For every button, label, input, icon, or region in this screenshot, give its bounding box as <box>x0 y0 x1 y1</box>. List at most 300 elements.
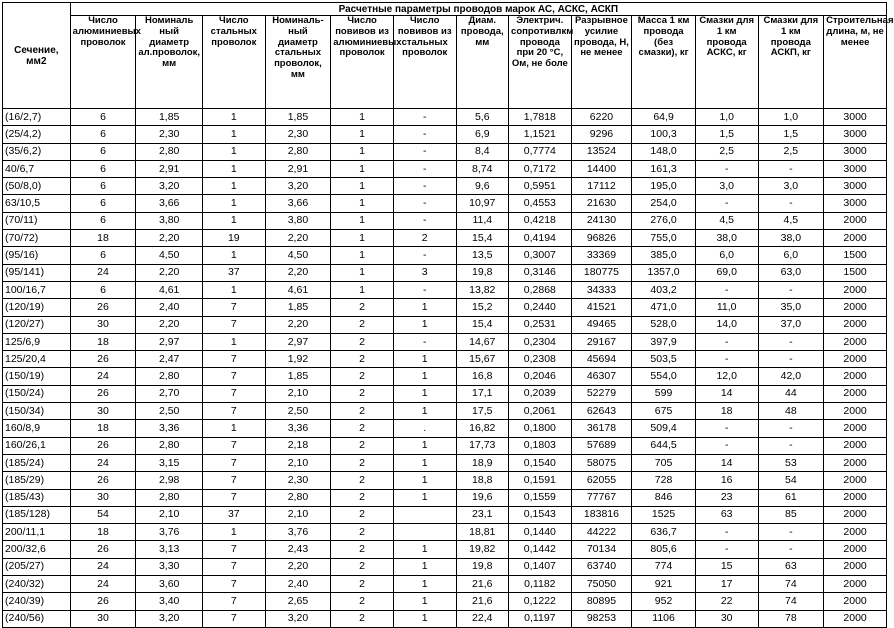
table-cell: 774 <box>632 558 696 575</box>
table-cell: 14,0 <box>695 316 758 333</box>
table-cell: 160/8,9 <box>3 420 71 437</box>
title-row <box>3 3 887 16</box>
table-cell: 7 <box>202 437 265 454</box>
table-row <box>3 524 887 541</box>
table-cell: 2000 <box>824 610 887 627</box>
table-cell: 85 <box>758 506 824 523</box>
table-cell: 2 <box>331 558 394 575</box>
table-cell: 30 <box>695 610 758 627</box>
table-cell: 2,5 <box>758 143 824 160</box>
table-cell: 0,1559 <box>509 489 572 506</box>
table-cell: 2000 <box>824 506 887 523</box>
table-cell: 15,2 <box>456 299 509 316</box>
column-header: Строительная длина, м, не менее <box>824 16 887 109</box>
table-cell: 0,3007 <box>509 247 572 264</box>
table-cell: 3000 <box>824 160 887 177</box>
table-cell: 30 <box>70 610 136 627</box>
table-cell: 98253 <box>571 610 632 627</box>
table-cell: 3,76 <box>265 524 331 541</box>
table-cell: 1 <box>202 420 265 437</box>
table-header <box>3 3 894 109</box>
table-cell: 471,0 <box>632 299 696 316</box>
table-cell: 14 <box>695 385 758 402</box>
table-cell: 38,0 <box>695 230 758 247</box>
table-cell: 2000 <box>824 299 887 316</box>
table-cell: 2,98 <box>136 472 203 489</box>
table-cell: 48 <box>758 403 824 420</box>
table-cell: (185/24) <box>3 454 71 471</box>
table-cell: - <box>695 524 758 541</box>
table-row <box>3 264 887 281</box>
column-header: Смазки для 1 км провода АСКС, кг <box>695 16 758 109</box>
table-cell: 2 <box>331 316 394 333</box>
table-cell: 403,2 <box>632 281 696 298</box>
table-cell: 2,20 <box>136 230 203 247</box>
table-cell: 13524 <box>571 143 632 160</box>
table-cell: 7 <box>202 472 265 489</box>
table-cell: 2,80 <box>265 143 331 160</box>
table-row <box>3 403 887 420</box>
table-cell: 2000 <box>824 576 887 593</box>
table-cell: 7 <box>202 351 265 368</box>
column-header: Число алюминиевых проволок <box>70 16 136 109</box>
table-cell: 125/20,4 <box>3 351 71 368</box>
table-cell: 921 <box>632 576 696 593</box>
table-cell: 952 <box>632 593 696 610</box>
column-header: Сечение, мм2 <box>3 3 71 109</box>
table-row <box>3 126 887 143</box>
table-cell: 26 <box>70 299 136 316</box>
table-cell: (240/56) <box>3 610 71 627</box>
table-cell: 0,2039 <box>509 385 572 402</box>
table-cell: 2,20 <box>265 316 331 333</box>
table-cell: 3,36 <box>265 420 331 437</box>
table-cell: 2,10 <box>265 506 331 523</box>
table-cell: 1 <box>393 368 456 385</box>
table-cell: 3,80 <box>265 212 331 229</box>
table-cell: 6 <box>70 178 136 195</box>
column-header: Номиналь-ный диаметр стальных проволок, мм <box>265 16 331 109</box>
table-cell: 2,40 <box>265 576 331 593</box>
table-cell: - <box>758 281 824 298</box>
table-cell: 644,5 <box>632 437 696 454</box>
table-cell: 13,5 <box>456 247 509 264</box>
table-cell: 1 <box>393 385 456 402</box>
table-cell: 2,10 <box>265 454 331 471</box>
table-cell: 24130 <box>571 212 632 229</box>
table-cell: 0,1591 <box>509 472 572 489</box>
table-cell: 1 <box>393 576 456 593</box>
table-row <box>3 506 887 523</box>
table-cell: 1 <box>393 489 456 506</box>
table-cell: 0,2046 <box>509 368 572 385</box>
table-cell: 15,4 <box>456 230 509 247</box>
table-cell: 1 <box>331 264 394 281</box>
table-cell: 3,20 <box>265 178 331 195</box>
table-cell: 75050 <box>571 576 632 593</box>
table-cell: 6 <box>70 247 136 264</box>
table-cell: 7 <box>202 558 265 575</box>
table-cell: 2000 <box>824 420 887 437</box>
table-cell: 2,50 <box>136 403 203 420</box>
table-cell: 1 <box>393 558 456 575</box>
table-cell: 17 <box>695 576 758 593</box>
table-cell: 6 <box>70 212 136 229</box>
table-cell: 1 <box>331 212 394 229</box>
table-cell: 1500 <box>824 247 887 264</box>
table-cell: - <box>393 212 456 229</box>
table-cell: (240/39) <box>3 593 71 610</box>
table-cell: 1 <box>331 230 394 247</box>
table-cell: 599 <box>632 385 696 402</box>
table-cell: 636,7 <box>632 524 696 541</box>
table-cell: 22 <box>695 593 758 610</box>
table-cell: 4,5 <box>695 212 758 229</box>
table-cell: 38,0 <box>758 230 824 247</box>
table-cell: 57689 <box>571 437 632 454</box>
table-cell: 3,66 <box>265 195 331 212</box>
table-cell: - <box>695 541 758 558</box>
table-row <box>3 576 887 593</box>
table-cell: 3,76 <box>136 524 203 541</box>
table-cell: 1 <box>331 143 394 160</box>
table-cell: 1 <box>202 178 265 195</box>
table-cell: 23,1 <box>456 506 509 523</box>
table-cell: 1 <box>202 195 265 212</box>
table-cell: 3,36 <box>136 420 203 437</box>
table-cell: 58075 <box>571 454 632 471</box>
table-cell: 69,0 <box>695 264 758 281</box>
table-cell: 1 <box>331 160 394 177</box>
table-cell: 0,1222 <box>509 593 572 610</box>
table-cell: 36178 <box>571 420 632 437</box>
table-cell: (25/4,2) <box>3 126 71 143</box>
table-cell: 0,2531 <box>509 316 572 333</box>
table-cell: 24 <box>70 454 136 471</box>
table-cell: 62643 <box>571 403 632 420</box>
table-cell: 2000 <box>824 368 887 385</box>
table-cell: 0,4194 <box>509 230 572 247</box>
table-cell: 4,50 <box>136 247 203 264</box>
table-cell: 24 <box>70 368 136 385</box>
table-cell: 64,9 <box>632 109 696 126</box>
table-body <box>3 109 887 628</box>
table-cell: 1 <box>331 109 394 126</box>
table-cell: 1 <box>202 160 265 177</box>
column-header: Число повивов из стальных проволок <box>393 16 456 109</box>
table-cell: 17112 <box>571 178 632 195</box>
table-cell: 2000 <box>824 281 887 298</box>
table-cell: 2 <box>331 403 394 420</box>
table-cell: 0,1540 <box>509 454 572 471</box>
table-cell: 15 <box>695 558 758 575</box>
table-cell: 2 <box>331 420 394 437</box>
table-cell: - <box>393 178 456 195</box>
table-cell: 0,3146 <box>509 264 572 281</box>
table-cell: 46307 <box>571 368 632 385</box>
table-cell: 12,0 <box>695 368 758 385</box>
table-cell: 4,50 <box>265 247 331 264</box>
table-row <box>3 558 887 575</box>
table-cell: 2 <box>331 351 394 368</box>
table-cell: 2,91 <box>136 160 203 177</box>
table-cell: 2000 <box>824 524 887 541</box>
table-cell: (205/27) <box>3 558 71 575</box>
table-cell: 1357,0 <box>632 264 696 281</box>
table-cell: 1500 <box>824 264 887 281</box>
table-cell: (120/19) <box>3 299 71 316</box>
table-cell: 3,15 <box>136 454 203 471</box>
table-cell: 2,20 <box>136 316 203 333</box>
table-cell: 4,5 <box>758 212 824 229</box>
table-cell: 100,3 <box>632 126 696 143</box>
table-cell: 1 <box>202 109 265 126</box>
table-cell: 3,60 <box>136 576 203 593</box>
table-row <box>3 230 887 247</box>
table-cell: 2000 <box>824 230 887 247</box>
table-cell: 1,0 <box>758 109 824 126</box>
table-cell: 2,43 <box>265 541 331 558</box>
table-cell: 8,4 <box>456 143 509 160</box>
table-cell: 1,85 <box>136 109 203 126</box>
table-cell: 1 <box>393 403 456 420</box>
table-cell: 16 <box>695 472 758 489</box>
column-header: Электрич. сопротивлкм провода при 20 °С, Ом, не боле <box>509 16 572 109</box>
table-cell: 1,1521 <box>509 126 572 143</box>
column-headers-row <box>3 16 887 109</box>
table-cell: 1,0 <box>695 109 758 126</box>
table-cell: 34333 <box>571 281 632 298</box>
table-cell: 13,82 <box>456 281 509 298</box>
table-cell: 41521 <box>571 299 632 316</box>
table-cell: 16,8 <box>456 368 509 385</box>
table-cell: 2000 <box>824 593 887 610</box>
table-cell: 3,66 <box>136 195 203 212</box>
table-cell: 3000 <box>824 195 887 212</box>
table-cell: 0,7172 <box>509 160 572 177</box>
table-cell: 29167 <box>571 333 632 350</box>
column-header: Число стальных проволок <box>202 16 265 109</box>
table-cell: 3,20 <box>136 610 203 627</box>
table-cell: 78 <box>758 610 824 627</box>
table-cell: 1 <box>393 541 456 558</box>
table-cell: 1 <box>393 610 456 627</box>
table-cell: 2,97 <box>136 333 203 350</box>
table-cell: 24 <box>70 576 136 593</box>
table-cell: 4,61 <box>265 281 331 298</box>
table-row <box>3 195 887 212</box>
table-row <box>3 489 887 506</box>
table-cell: 1 <box>202 524 265 541</box>
table-cell: - <box>758 351 824 368</box>
table-cell: 3,20 <box>136 178 203 195</box>
table-cell: 21,6 <box>456 576 509 593</box>
table-cell: (35/6,2) <box>3 143 71 160</box>
table-cell: - <box>695 437 758 454</box>
table-cell: 2 <box>331 454 394 471</box>
table-cell: 2 <box>331 506 394 523</box>
table-cell: 3,0 <box>758 178 824 195</box>
table-cell: 1 <box>393 351 456 368</box>
table-cell: 2000 <box>824 316 887 333</box>
column-header: Разрывное усилие провода, Н, не менее <box>571 16 632 109</box>
table-cell: 2 <box>331 576 394 593</box>
table-cell: 1,5 <box>695 126 758 143</box>
table-cell: 3000 <box>824 126 887 143</box>
column-header: Масса 1 км провода (без смазки), кг <box>632 16 696 109</box>
table-cell: 1 <box>393 454 456 471</box>
table-cell: - <box>393 160 456 177</box>
table-cell: (70/72) <box>3 230 71 247</box>
table-cell: 1,92 <box>265 351 331 368</box>
table-cell: 0,2304 <box>509 333 572 350</box>
table-cell: - <box>393 126 456 143</box>
table-cell: 846 <box>632 489 696 506</box>
table-cell: 7 <box>202 454 265 471</box>
table-cell: 18,81 <box>456 524 509 541</box>
table-cell: 0,4553 <box>509 195 572 212</box>
table-cell: 0,4218 <box>509 212 572 229</box>
table-cell: 6,0 <box>695 247 758 264</box>
table-cell: 10,97 <box>456 195 509 212</box>
table-cell: - <box>758 160 824 177</box>
table-cell: (150/19) <box>3 368 71 385</box>
table-cell: 2,80 <box>265 489 331 506</box>
table-cell: 276,0 <box>632 212 696 229</box>
table-cell: 19,6 <box>456 489 509 506</box>
table-cell: 1 <box>202 212 265 229</box>
table-cell: 2,20 <box>265 558 331 575</box>
wire-parameters-table <box>2 2 894 628</box>
table-cell: 509,4 <box>632 420 696 437</box>
table-row <box>3 160 887 177</box>
table-cell: 26 <box>70 541 136 558</box>
table-cell: 7 <box>202 593 265 610</box>
table-cell: 1 <box>202 281 265 298</box>
table-cell: 2,70 <box>136 385 203 402</box>
table-row <box>3 420 887 437</box>
table-cell: 63,0 <box>758 264 824 281</box>
table-cell: 503,5 <box>632 351 696 368</box>
table-cell: 2 <box>331 524 394 541</box>
table-cell: 0,7774 <box>509 143 572 160</box>
table-cell: (150/34) <box>3 403 71 420</box>
table-cell: 2 <box>331 299 394 316</box>
table-cell: 2 <box>331 472 394 489</box>
table-cell: - <box>393 281 456 298</box>
table-cell: 7 <box>202 489 265 506</box>
table-cell: 0,1197 <box>509 610 572 627</box>
table-cell: 77767 <box>571 489 632 506</box>
table-cell: - <box>758 195 824 212</box>
table-cell: 2,18 <box>265 437 331 454</box>
table-cell: 1 <box>202 247 265 264</box>
table-cell: 3 <box>393 264 456 281</box>
table-cell: 2000 <box>824 454 887 471</box>
table-cell: - <box>695 160 758 177</box>
table-cell: 7 <box>202 403 265 420</box>
table-cell: 74 <box>758 576 824 593</box>
table-cell: 44222 <box>571 524 632 541</box>
table-cell: 17,1 <box>456 385 509 402</box>
table-cell: 1 <box>331 247 394 264</box>
table-cell: 18,9 <box>456 454 509 471</box>
table-cell: 7 <box>202 610 265 627</box>
table-cell: - <box>695 195 758 212</box>
table-cell: 3,40 <box>136 593 203 610</box>
table-cell: (240/32) <box>3 576 71 593</box>
table-cell: - <box>393 143 456 160</box>
table-cell: 23 <box>695 489 758 506</box>
table-row <box>3 385 887 402</box>
table-cell: 2 <box>331 593 394 610</box>
table-cell <box>393 506 456 523</box>
table-cell: 19,8 <box>456 558 509 575</box>
table-cell: - <box>758 420 824 437</box>
table-cell: 1,5 <box>758 126 824 143</box>
table-cell: 37,0 <box>758 316 824 333</box>
table-cell: 63 <box>758 558 824 575</box>
table-cell: 18 <box>70 333 136 350</box>
table-cell: 11,4 <box>456 212 509 229</box>
table-row <box>3 351 887 368</box>
table-cell: 3000 <box>824 178 887 195</box>
table-cell: 35,0 <box>758 299 824 316</box>
table-cell: 2,30 <box>265 472 331 489</box>
table-cell: 3000 <box>824 109 887 126</box>
table-cell: 40/6,7 <box>3 160 71 177</box>
table-cell: (185/43) <box>3 489 71 506</box>
table-cell: - <box>393 109 456 126</box>
table-cell: 183816 <box>571 506 632 523</box>
table-cell: 21,6 <box>456 593 509 610</box>
table-cell: 26 <box>70 437 136 454</box>
table-cell: (50/8,0) <box>3 178 71 195</box>
table-cell: 2000 <box>824 385 887 402</box>
table-cell: 2,91 <box>265 160 331 177</box>
table-cell: 26 <box>70 472 136 489</box>
table-title: Расчетные параметры проводов марок АС, АСКС, АСКП <box>70 3 886 16</box>
table-cell: 1,85 <box>265 299 331 316</box>
table-cell: 11,0 <box>695 299 758 316</box>
table-cell: 1,85 <box>265 368 331 385</box>
table-cell: 26 <box>70 593 136 610</box>
table-cell: 2 <box>331 489 394 506</box>
table-cell: 14,67 <box>456 333 509 350</box>
table-cell: 2,30 <box>136 126 203 143</box>
table-cell: 1 <box>331 126 394 143</box>
table-cell: - <box>758 524 824 541</box>
table-cell: 1 <box>393 299 456 316</box>
table-cell: 74 <box>758 593 824 610</box>
table-cell: 24 <box>70 264 136 281</box>
table-cell: 2 <box>331 610 394 627</box>
table-row <box>3 316 887 333</box>
table-cell: - <box>393 195 456 212</box>
table-cell: 7 <box>202 316 265 333</box>
table-row <box>3 109 887 126</box>
table-cell: 6,0 <box>758 247 824 264</box>
table-cell: 42,0 <box>758 368 824 385</box>
table-cell: 26 <box>70 351 136 368</box>
table-cell: 0,1442 <box>509 541 572 558</box>
table-cell: 2 <box>331 437 394 454</box>
table-cell: - <box>393 333 456 350</box>
table-cell: 2 <box>331 541 394 558</box>
table-row <box>3 247 887 264</box>
table-cell: 8,74 <box>456 160 509 177</box>
table-cell: 0,2061 <box>509 403 572 420</box>
